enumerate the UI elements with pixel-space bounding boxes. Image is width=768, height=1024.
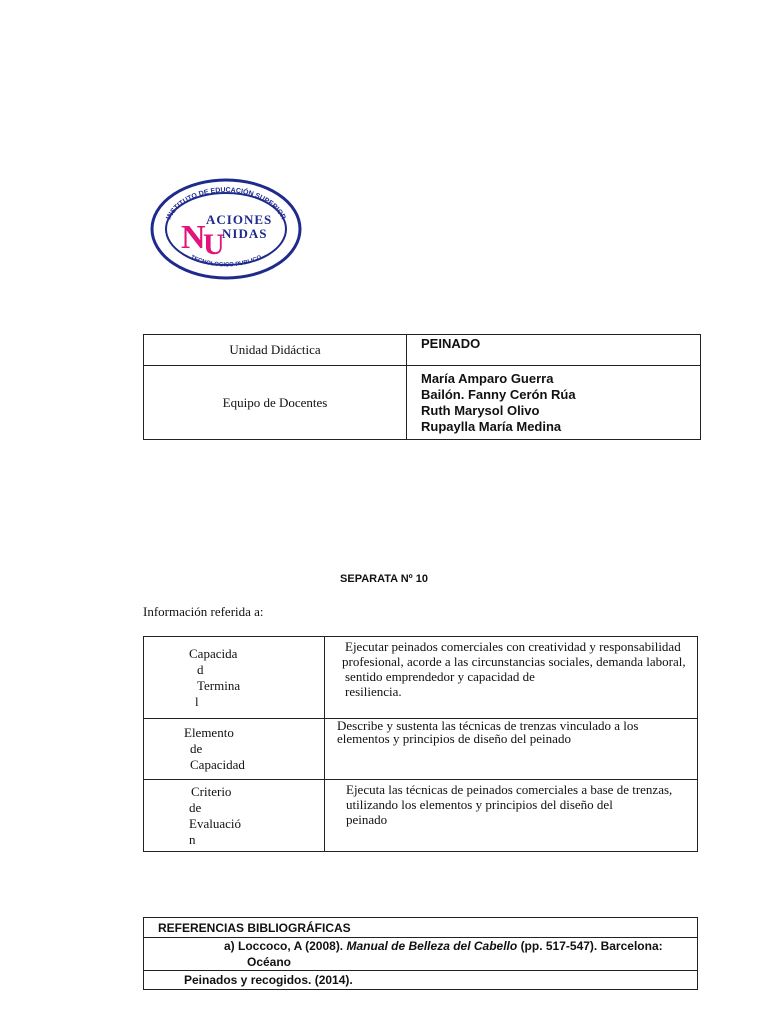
- team-member: Bailón. Fanny Cerón Rúa: [421, 386, 576, 402]
- team-member: María Amparo Guerra: [421, 370, 554, 386]
- capacity-value-line: profesional, acorde a las circunstancias sociales, demanda laboral,: [342, 654, 686, 669]
- element-label-line: Elemento: [184, 725, 234, 740]
- reference-b-row: [144, 971, 698, 990]
- criterion-value-line: Ejecuta las técnicas de peinados comerciales a base de trenzas,: [346, 782, 673, 797]
- team-label: Equipo de Docentes: [144, 366, 407, 440]
- references-table: [143, 917, 698, 990]
- logo-ring-top-text: INSTITUTO DE EDUCACIÓN SUPERIOR: [165, 186, 287, 221]
- criterion-label-line: Evaluació: [189, 815, 241, 831]
- criterion-value: [325, 780, 698, 852]
- capacity-value: [325, 637, 698, 719]
- criterion-row: [144, 780, 698, 852]
- criterion-value-line: utilizando los elementos y principios del diseño del: [346, 797, 613, 812]
- logo-word-bottom: NIDAS: [222, 226, 268, 241]
- institute-logo: [150, 178, 302, 280]
- element-label-line: Capacidad: [190, 757, 245, 772]
- team-row: [144, 366, 701, 440]
- reference-a-row: [144, 938, 698, 971]
- element-label-line: de: [190, 741, 203, 756]
- logo-letter-n: N: [181, 219, 206, 256]
- criterion-label-line: n: [189, 831, 196, 847]
- info-ref-label: Información referida a:: [143, 604, 264, 619]
- unit-value: PEINADO: [407, 335, 701, 366]
- capacity-label-line: Capacida: [189, 645, 238, 661]
- capacity-value-line: resiliencia.: [345, 684, 402, 699]
- capacity-table: [143, 636, 698, 852]
- team-member: Rupaylla María Medina: [421, 418, 562, 434]
- reference-a-suffix: (pp. 517-547). Barcelona:: [520, 939, 663, 953]
- reference-a-author: a) Loccoco, A (2008).: [224, 939, 344, 953]
- criterion-label-line: Criterio: [191, 783, 232, 799]
- element-row: [144, 719, 698, 780]
- unit-row: [144, 335, 701, 366]
- logo-word-top: ACIONES: [206, 212, 273, 227]
- institute-seal-icon: [150, 178, 302, 280]
- element-value-line: elementos y principios de diseño del peinado: [337, 731, 571, 746]
- element-value: [325, 719, 698, 780]
- reference-a-publisher: Océano: [247, 955, 292, 969]
- capacity-value-line: Ejecutar peinados comerciales con creatividad y responsabilidad: [345, 639, 681, 654]
- reference-a: [144, 938, 698, 971]
- capacity-label: [144, 637, 325, 719]
- criterion-label-line: de: [189, 799, 202, 815]
- capacity-label-line: Termina: [197, 677, 241, 693]
- element-value-line: Describe y sustenta las técnicas de trenzas vinculado a los: [337, 718, 639, 733]
- element-label: [144, 719, 325, 780]
- separata-title: SEPARATA Nº 10: [340, 573, 428, 585]
- criterion-value-line: peinado: [346, 812, 388, 827]
- references-header: REFERENCIAS BIBLIOGRÁFICAS: [144, 918, 698, 938]
- criterion-label: [144, 780, 325, 852]
- capacity-value-line: sentido emprendedor y capacidad de: [345, 669, 535, 684]
- reference-b: Peinados y recogidos. (2014).: [144, 971, 698, 990]
- references-header-row: [144, 918, 698, 938]
- logo-ring-bottom-text: TECNOLOGICO PUBLICO: [189, 254, 263, 269]
- reference-a-title: Manual de Belleza del Cabello: [346, 939, 518, 953]
- unit-label: Unidad Didáctica: [144, 335, 407, 366]
- capacity-row: [144, 637, 698, 719]
- team-member: Ruth Marysol Olivo: [421, 402, 540, 418]
- capacity-label-line: d: [197, 661, 204, 677]
- capacity-label-line: l: [195, 693, 199, 709]
- logo-letter-u: U: [203, 228, 225, 261]
- course-info-table: [143, 334, 701, 440]
- team-members: [407, 366, 701, 440]
